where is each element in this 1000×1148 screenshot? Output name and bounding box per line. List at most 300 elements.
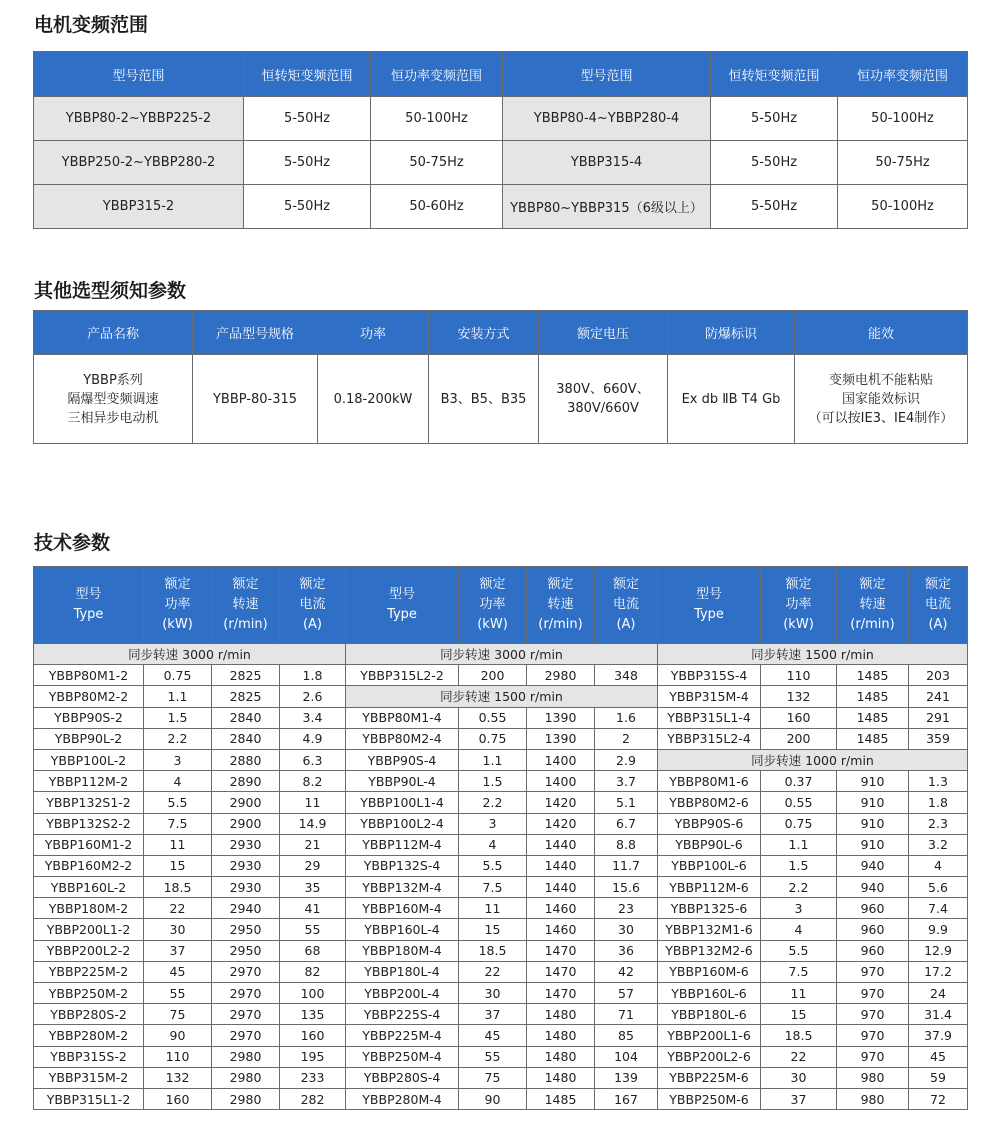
- speed-cell: 2930: [212, 855, 280, 876]
- range-value-cell: 50-75Hz: [838, 141, 968, 185]
- speed-cell: 2840: [212, 728, 280, 749]
- speed-cell: 2980: [212, 1046, 280, 1067]
- model-cell: YBBP280S-4: [346, 1067, 459, 1088]
- current-cell: 42: [595, 961, 658, 982]
- power-cell: 15: [144, 855, 212, 876]
- current-cell: 2.6: [280, 686, 346, 707]
- range-header-cell: 恒功率变频范围: [371, 52, 503, 97]
- current-cell: 2.9: [595, 749, 658, 770]
- other-value-cell: B3、B5、B35: [429, 355, 539, 444]
- current-cell: 2.3: [909, 813, 968, 834]
- speed-cell: 1460: [527, 919, 595, 940]
- speed-cell: 980: [837, 1088, 909, 1109]
- speed-cell: 2970: [212, 1004, 280, 1025]
- speed-cell: 1480: [527, 1025, 595, 1046]
- range-value-cell: 50-100Hz: [838, 97, 968, 141]
- speed-cell: 2840: [212, 707, 280, 728]
- power-cell: 4: [459, 834, 527, 855]
- model-cell: YBBP160M-6: [658, 961, 761, 982]
- model-cell: YBBP80M2-2: [34, 686, 144, 707]
- other-value-cell: YBBP-80-315: [193, 355, 318, 444]
- current-cell: 1.6: [595, 707, 658, 728]
- power-cell: 3: [761, 898, 837, 919]
- range-model-cell: YBBP80-4~YBBP280-4: [503, 97, 711, 141]
- speed-cell: 1400: [527, 771, 595, 792]
- other-header-row: [34, 311, 968, 355]
- speed-cell: 2980: [527, 665, 595, 686]
- range-row: [34, 185, 968, 229]
- sync-speed-label: 同步转速 3000 r/min: [346, 644, 658, 665]
- speed-cell: 2950: [212, 919, 280, 940]
- power-cell: 18.5: [144, 877, 212, 898]
- tech-header-cell: 额定 电流 (A): [280, 567, 346, 644]
- speed-cell: 1480: [527, 1067, 595, 1088]
- model-cell: YBBP200L1-6: [658, 1025, 761, 1046]
- table-row: [34, 813, 968, 834]
- model-cell: YBBP180L-4: [346, 961, 459, 982]
- other-header-cell: 安装方式: [429, 311, 539, 355]
- speed-cell: 2825: [212, 665, 280, 686]
- sync-speed-label: 同步转速 3000 r/min: [34, 644, 346, 665]
- current-cell: 233: [280, 1067, 346, 1088]
- current-cell: 6.7: [595, 813, 658, 834]
- speed-cell: 2890: [212, 771, 280, 792]
- current-cell: 35: [280, 877, 346, 898]
- power-cell: 30: [761, 1067, 837, 1088]
- table-row: [34, 665, 968, 686]
- table-row: [34, 771, 968, 792]
- power-cell: 15: [761, 1004, 837, 1025]
- power-cell: 1.1: [761, 834, 837, 855]
- tech-header-cell: 额定 转速 (r/min): [212, 567, 280, 644]
- model-cell: YBBP225S-4: [346, 1004, 459, 1025]
- current-cell: 37.9: [909, 1025, 968, 1046]
- power-cell: 0.37: [761, 771, 837, 792]
- model-cell: YBBP132S1-2: [34, 792, 144, 813]
- model-cell: YBBP132M1-6: [658, 919, 761, 940]
- model-cell: YBBP225M-6: [658, 1067, 761, 1088]
- other-value-cell: 变频电机不能粘贴 国家能效标识 （可以按IE3、IE4制作）: [795, 355, 968, 444]
- power-cell: 4: [144, 771, 212, 792]
- other-value-cell: Ex db ⅡB T4 Gb: [668, 355, 795, 444]
- model-cell: YBBP132S-4: [346, 855, 459, 876]
- range-value-cell: 5-50Hz: [244, 141, 371, 185]
- speed-cell: 1485: [837, 665, 909, 686]
- other-params-table: [33, 310, 968, 444]
- range-row: [34, 141, 968, 185]
- table-row: [34, 1046, 968, 1067]
- speed-cell: 2900: [212, 813, 280, 834]
- current-cell: 5.1: [595, 792, 658, 813]
- speed-cell: 1390: [527, 728, 595, 749]
- power-cell: 90: [144, 1025, 212, 1046]
- power-cell: 1.1: [144, 686, 212, 707]
- power-cell: 5.5: [144, 792, 212, 813]
- current-cell: 3.7: [595, 771, 658, 792]
- speed-cell: 1440: [527, 877, 595, 898]
- table-row: [34, 1004, 968, 1025]
- model-cell: YBBP160L-2: [34, 877, 144, 898]
- speed-cell: 1460: [527, 898, 595, 919]
- other-header-cell: 产品型号规格: [193, 311, 318, 355]
- current-cell: 1.8: [909, 792, 968, 813]
- speed-cell: 910: [837, 792, 909, 813]
- current-cell: 23: [595, 898, 658, 919]
- speed-cell: 970: [837, 1004, 909, 1025]
- speed-cell: 2940: [212, 898, 280, 919]
- power-cell: 11: [761, 983, 837, 1004]
- model-cell: YBBP315L2-2: [346, 665, 459, 686]
- table-row: [34, 940, 968, 961]
- tech-header-cell: 额定 转速 (r/min): [527, 567, 595, 644]
- speed-cell: 960: [837, 919, 909, 940]
- speed-cell: 1485: [837, 707, 909, 728]
- speed-cell: 2980: [212, 1067, 280, 1088]
- range-value-cell: 5-50Hz: [244, 185, 371, 229]
- model-cell: YBBP132M-4: [346, 877, 459, 898]
- current-cell: 82: [280, 961, 346, 982]
- model-cell: YBBP80M1-2: [34, 665, 144, 686]
- range-value-cell: 50-100Hz: [371, 97, 503, 141]
- model-cell: YBBP160M1-2: [34, 834, 144, 855]
- speed-cell: 2980: [212, 1088, 280, 1109]
- power-cell: 7.5: [459, 877, 527, 898]
- table-row: [34, 1088, 968, 1109]
- current-cell: 203: [909, 665, 968, 686]
- model-cell: YBBP315M-2: [34, 1067, 144, 1088]
- current-cell: 45: [909, 1046, 968, 1067]
- power-cell: 2.2: [459, 792, 527, 813]
- power-cell: 11: [144, 834, 212, 855]
- range-model-cell: YBBP315-4: [503, 141, 711, 185]
- model-cell: YBBP180M-2: [34, 898, 144, 919]
- table-row: [34, 855, 968, 876]
- model-cell: YBBP90L-2: [34, 728, 144, 749]
- other-header-cell: 产品名称: [34, 311, 193, 355]
- power-cell: 160: [761, 707, 837, 728]
- current-cell: 9.9: [909, 919, 968, 940]
- range-value-cell: 5-50Hz: [711, 185, 838, 229]
- model-cell: YBBP100L-6: [658, 855, 761, 876]
- model-cell: YBBP280M-2: [34, 1025, 144, 1046]
- speed-cell: 1485: [837, 686, 909, 707]
- power-cell: 0.75: [144, 665, 212, 686]
- power-cell: 30: [459, 983, 527, 1004]
- range-header-cell: 恒转矩变频范围: [244, 52, 371, 97]
- power-cell: 2.2: [761, 877, 837, 898]
- speed-cell: 2970: [212, 961, 280, 982]
- other-section-title: 其他选型须知参数: [34, 280, 187, 302]
- other-header-cell: 额定电压: [539, 311, 668, 355]
- current-cell: 68: [280, 940, 346, 961]
- model-cell: YBBP315S-4: [658, 665, 761, 686]
- power-cell: 3: [459, 813, 527, 834]
- power-cell: 18.5: [459, 940, 527, 961]
- current-cell: 3.2: [909, 834, 968, 855]
- current-cell: 57: [595, 983, 658, 1004]
- speed-cell: 940: [837, 877, 909, 898]
- power-cell: 45: [459, 1025, 527, 1046]
- model-cell: YBBP90S-2: [34, 707, 144, 728]
- model-cell: YBBP225M-4: [346, 1025, 459, 1046]
- model-cell: YBBP250M-2: [34, 983, 144, 1004]
- tech-section-title: 技术参数: [34, 532, 111, 554]
- speed-cell: 2970: [212, 1025, 280, 1046]
- speed-cell: 1390: [527, 707, 595, 728]
- other-header-cell: 能效: [795, 311, 968, 355]
- table-row: [34, 983, 968, 1004]
- model-cell: YBBP1325-6: [658, 898, 761, 919]
- speed-cell: 970: [837, 1025, 909, 1046]
- current-cell: 348: [595, 665, 658, 686]
- range-value-cell: 5-50Hz: [711, 97, 838, 141]
- current-cell: 4: [909, 855, 968, 876]
- range-model-cell: YBBP315-2: [34, 185, 244, 229]
- speed-cell: 2825: [212, 686, 280, 707]
- tech-params-table: [33, 566, 968, 1110]
- model-cell: YBBP200L1-2: [34, 919, 144, 940]
- power-cell: 1.1: [459, 749, 527, 770]
- range-header-cell: 型号范围: [503, 52, 711, 97]
- power-cell: 1.5: [459, 771, 527, 792]
- model-cell: YBBP180M-4: [346, 940, 459, 961]
- current-cell: 160: [280, 1025, 346, 1046]
- model-cell: YBBP250M-6: [658, 1088, 761, 1109]
- model-cell: YBBP200L2-2: [34, 940, 144, 961]
- current-cell: 12.9: [909, 940, 968, 961]
- power-cell: 75: [144, 1004, 212, 1025]
- power-cell: 55: [144, 983, 212, 1004]
- power-cell: 37: [459, 1004, 527, 1025]
- model-cell: YBBP160L-6: [658, 983, 761, 1004]
- speed-cell: 970: [837, 983, 909, 1004]
- power-cell: 30: [144, 919, 212, 940]
- current-cell: 5.6: [909, 877, 968, 898]
- current-cell: 7.4: [909, 898, 968, 919]
- other-data-row: [34, 355, 968, 444]
- tech-header-cell: 额定 功率 (kW): [459, 567, 527, 644]
- table-row: [34, 898, 968, 919]
- speed-cell: 1400: [527, 749, 595, 770]
- model-cell: YBBP132S2-2: [34, 813, 144, 834]
- table-row: [34, 707, 968, 728]
- range-model-cell: YBBP80~YBBP315（6级以上）: [503, 185, 711, 229]
- table-row: [34, 1067, 968, 1088]
- speed-cell: 2930: [212, 877, 280, 898]
- model-cell: YBBP80M1-4: [346, 707, 459, 728]
- current-cell: 1.3: [909, 771, 968, 792]
- power-cell: 7.5: [144, 813, 212, 834]
- range-model-cell: YBBP80-2~YBBP225-2: [34, 97, 244, 141]
- power-cell: 37: [144, 940, 212, 961]
- table-row: [34, 1025, 968, 1046]
- model-cell: YBBP160M2-2: [34, 855, 144, 876]
- current-cell: 24: [909, 983, 968, 1004]
- model-cell: YBBP315L1-2: [34, 1088, 144, 1109]
- current-cell: 100: [280, 983, 346, 1004]
- current-cell: 1.8: [280, 665, 346, 686]
- power-cell: 90: [459, 1088, 527, 1109]
- table-row: [34, 749, 968, 770]
- power-cell: 22: [761, 1046, 837, 1067]
- current-cell: 31.4: [909, 1004, 968, 1025]
- power-cell: 7.5: [761, 961, 837, 982]
- speed-cell: 2880: [212, 749, 280, 770]
- frequency-range-table: [33, 51, 968, 229]
- current-cell: 359: [909, 728, 968, 749]
- speed-cell: 980: [837, 1067, 909, 1088]
- power-cell: 22: [459, 961, 527, 982]
- speed-cell: 970: [837, 961, 909, 982]
- tech-header-cell: 额定 电流 (A): [909, 567, 968, 644]
- current-cell: 14.9: [280, 813, 346, 834]
- current-cell: 104: [595, 1046, 658, 1067]
- model-cell: YBBP90L-6: [658, 834, 761, 855]
- other-value-cell: 380V、660V、 380V/660V: [539, 355, 668, 444]
- table-row: [34, 728, 968, 749]
- current-cell: 71: [595, 1004, 658, 1025]
- speed-cell: 2930: [212, 834, 280, 855]
- current-cell: 291: [909, 707, 968, 728]
- table-row: [34, 919, 968, 940]
- tech-header-cell: 额定 功率 (kW): [761, 567, 837, 644]
- other-value-cell: YBBP系列 隔爆型变频调速 三相异步电动机: [34, 355, 193, 444]
- model-cell: YBBP90L-4: [346, 771, 459, 792]
- power-cell: 110: [144, 1046, 212, 1067]
- other-header-cell: 功率: [318, 311, 429, 355]
- speed-cell: 1485: [527, 1088, 595, 1109]
- model-cell: YBBP315M-4: [658, 686, 761, 707]
- current-cell: 30: [595, 919, 658, 940]
- tech-header-cell: 型号 Type: [34, 567, 144, 644]
- speed-cell: 1440: [527, 855, 595, 876]
- current-cell: 241: [909, 686, 968, 707]
- range-header-cell: 型号范围: [34, 52, 244, 97]
- model-cell: YBBP280M-4: [346, 1088, 459, 1109]
- other-value-cell: 0.18-200kW: [318, 355, 429, 444]
- range-header-row: [34, 52, 968, 97]
- current-cell: 41: [280, 898, 346, 919]
- current-cell: 2: [595, 728, 658, 749]
- current-cell: 29: [280, 855, 346, 876]
- power-cell: 37: [761, 1088, 837, 1109]
- range-value-cell: 50-60Hz: [371, 185, 503, 229]
- model-cell: YBBP200L-4: [346, 983, 459, 1004]
- model-cell: YBBP200L2-6: [658, 1046, 761, 1067]
- model-cell: YBBP250M-4: [346, 1046, 459, 1067]
- range-header-cell: 恒转矩变频范围: [711, 52, 838, 97]
- speed-cell: 960: [837, 940, 909, 961]
- power-cell: 4: [761, 919, 837, 940]
- model-cell: YBBP112M-4: [346, 834, 459, 855]
- power-cell: 15: [459, 919, 527, 940]
- speed-cell: 1480: [527, 1004, 595, 1025]
- current-cell: 55: [280, 919, 346, 940]
- range-model-cell: YBBP250-2~YBBP280-2: [34, 141, 244, 185]
- power-cell: 0.75: [459, 728, 527, 749]
- current-cell: 72: [909, 1088, 968, 1109]
- current-cell: 139: [595, 1067, 658, 1088]
- current-cell: 167: [595, 1088, 658, 1109]
- current-cell: 11.7: [595, 855, 658, 876]
- power-cell: 110: [761, 665, 837, 686]
- model-cell: YBBP90S-6: [658, 813, 761, 834]
- power-cell: 11: [459, 898, 527, 919]
- sync-speed-label: 同步转速 1500 r/min: [346, 686, 658, 707]
- range-header-cell: 恒功率变频范围: [838, 52, 968, 97]
- sync-speed-label: 同步转速 1000 r/min: [658, 749, 968, 770]
- model-cell: YBBP160L-4: [346, 919, 459, 940]
- power-cell: 160: [144, 1088, 212, 1109]
- power-cell: 0.55: [761, 792, 837, 813]
- speed-cell: 1485: [837, 728, 909, 749]
- speed-cell: 2970: [212, 983, 280, 1004]
- power-cell: 1.5: [761, 855, 837, 876]
- range-value-cell: 50-75Hz: [371, 141, 503, 185]
- power-cell: 18.5: [761, 1025, 837, 1046]
- speed-cell: 910: [837, 771, 909, 792]
- current-cell: 36: [595, 940, 658, 961]
- model-cell: YBBP112M-2: [34, 771, 144, 792]
- power-cell: 0.55: [459, 707, 527, 728]
- speed-cell: 2900: [212, 792, 280, 813]
- tech-header-cell: 型号 Type: [658, 567, 761, 644]
- speed-cell: 2950: [212, 940, 280, 961]
- speed-cell: 910: [837, 834, 909, 855]
- current-cell: 15.6: [595, 877, 658, 898]
- tech-header-cell: 额定 功率 (kW): [144, 567, 212, 644]
- table-row: [34, 792, 968, 813]
- table-row: [34, 877, 968, 898]
- model-cell: YBBP80M1-6: [658, 771, 761, 792]
- speed-cell: 970: [837, 1046, 909, 1067]
- power-cell: 5.5: [459, 855, 527, 876]
- speed-cell: 1440: [527, 834, 595, 855]
- current-cell: 8.8: [595, 834, 658, 855]
- range-value-cell: 5-50Hz: [711, 141, 838, 185]
- model-cell: YBBP80M2-4: [346, 728, 459, 749]
- power-cell: 132: [144, 1067, 212, 1088]
- range-value-cell: 50-100Hz: [838, 185, 968, 229]
- current-cell: 195: [280, 1046, 346, 1067]
- model-cell: YBBP100L-2: [34, 749, 144, 770]
- speed-cell: 1470: [527, 983, 595, 1004]
- other-header-cell: 防爆标识: [668, 311, 795, 355]
- tech-header-cell: 额定 转速 (r/min): [837, 567, 909, 644]
- power-cell: 2.2: [144, 728, 212, 749]
- speed-cell: 1420: [527, 792, 595, 813]
- tech-header-cell: 额定 电流 (A): [595, 567, 658, 644]
- power-cell: 75: [459, 1067, 527, 1088]
- current-cell: 59: [909, 1067, 968, 1088]
- range-value-cell: 5-50Hz: [244, 97, 371, 141]
- power-cell: 200: [761, 728, 837, 749]
- speed-cell: 1480: [527, 1046, 595, 1067]
- model-cell: YBBP90S-4: [346, 749, 459, 770]
- current-cell: 135: [280, 1004, 346, 1025]
- speed-cell: 960: [837, 898, 909, 919]
- model-cell: YBBP100L1-4: [346, 792, 459, 813]
- tech-header-cell: 型号 Type: [346, 567, 459, 644]
- model-cell: YBBP315L2-4: [658, 728, 761, 749]
- current-cell: 17.2: [909, 961, 968, 982]
- power-cell: 200: [459, 665, 527, 686]
- current-cell: 282: [280, 1088, 346, 1109]
- current-cell: 8.2: [280, 771, 346, 792]
- model-cell: YBBP112M-6: [658, 877, 761, 898]
- power-cell: 55: [459, 1046, 527, 1067]
- current-cell: 85: [595, 1025, 658, 1046]
